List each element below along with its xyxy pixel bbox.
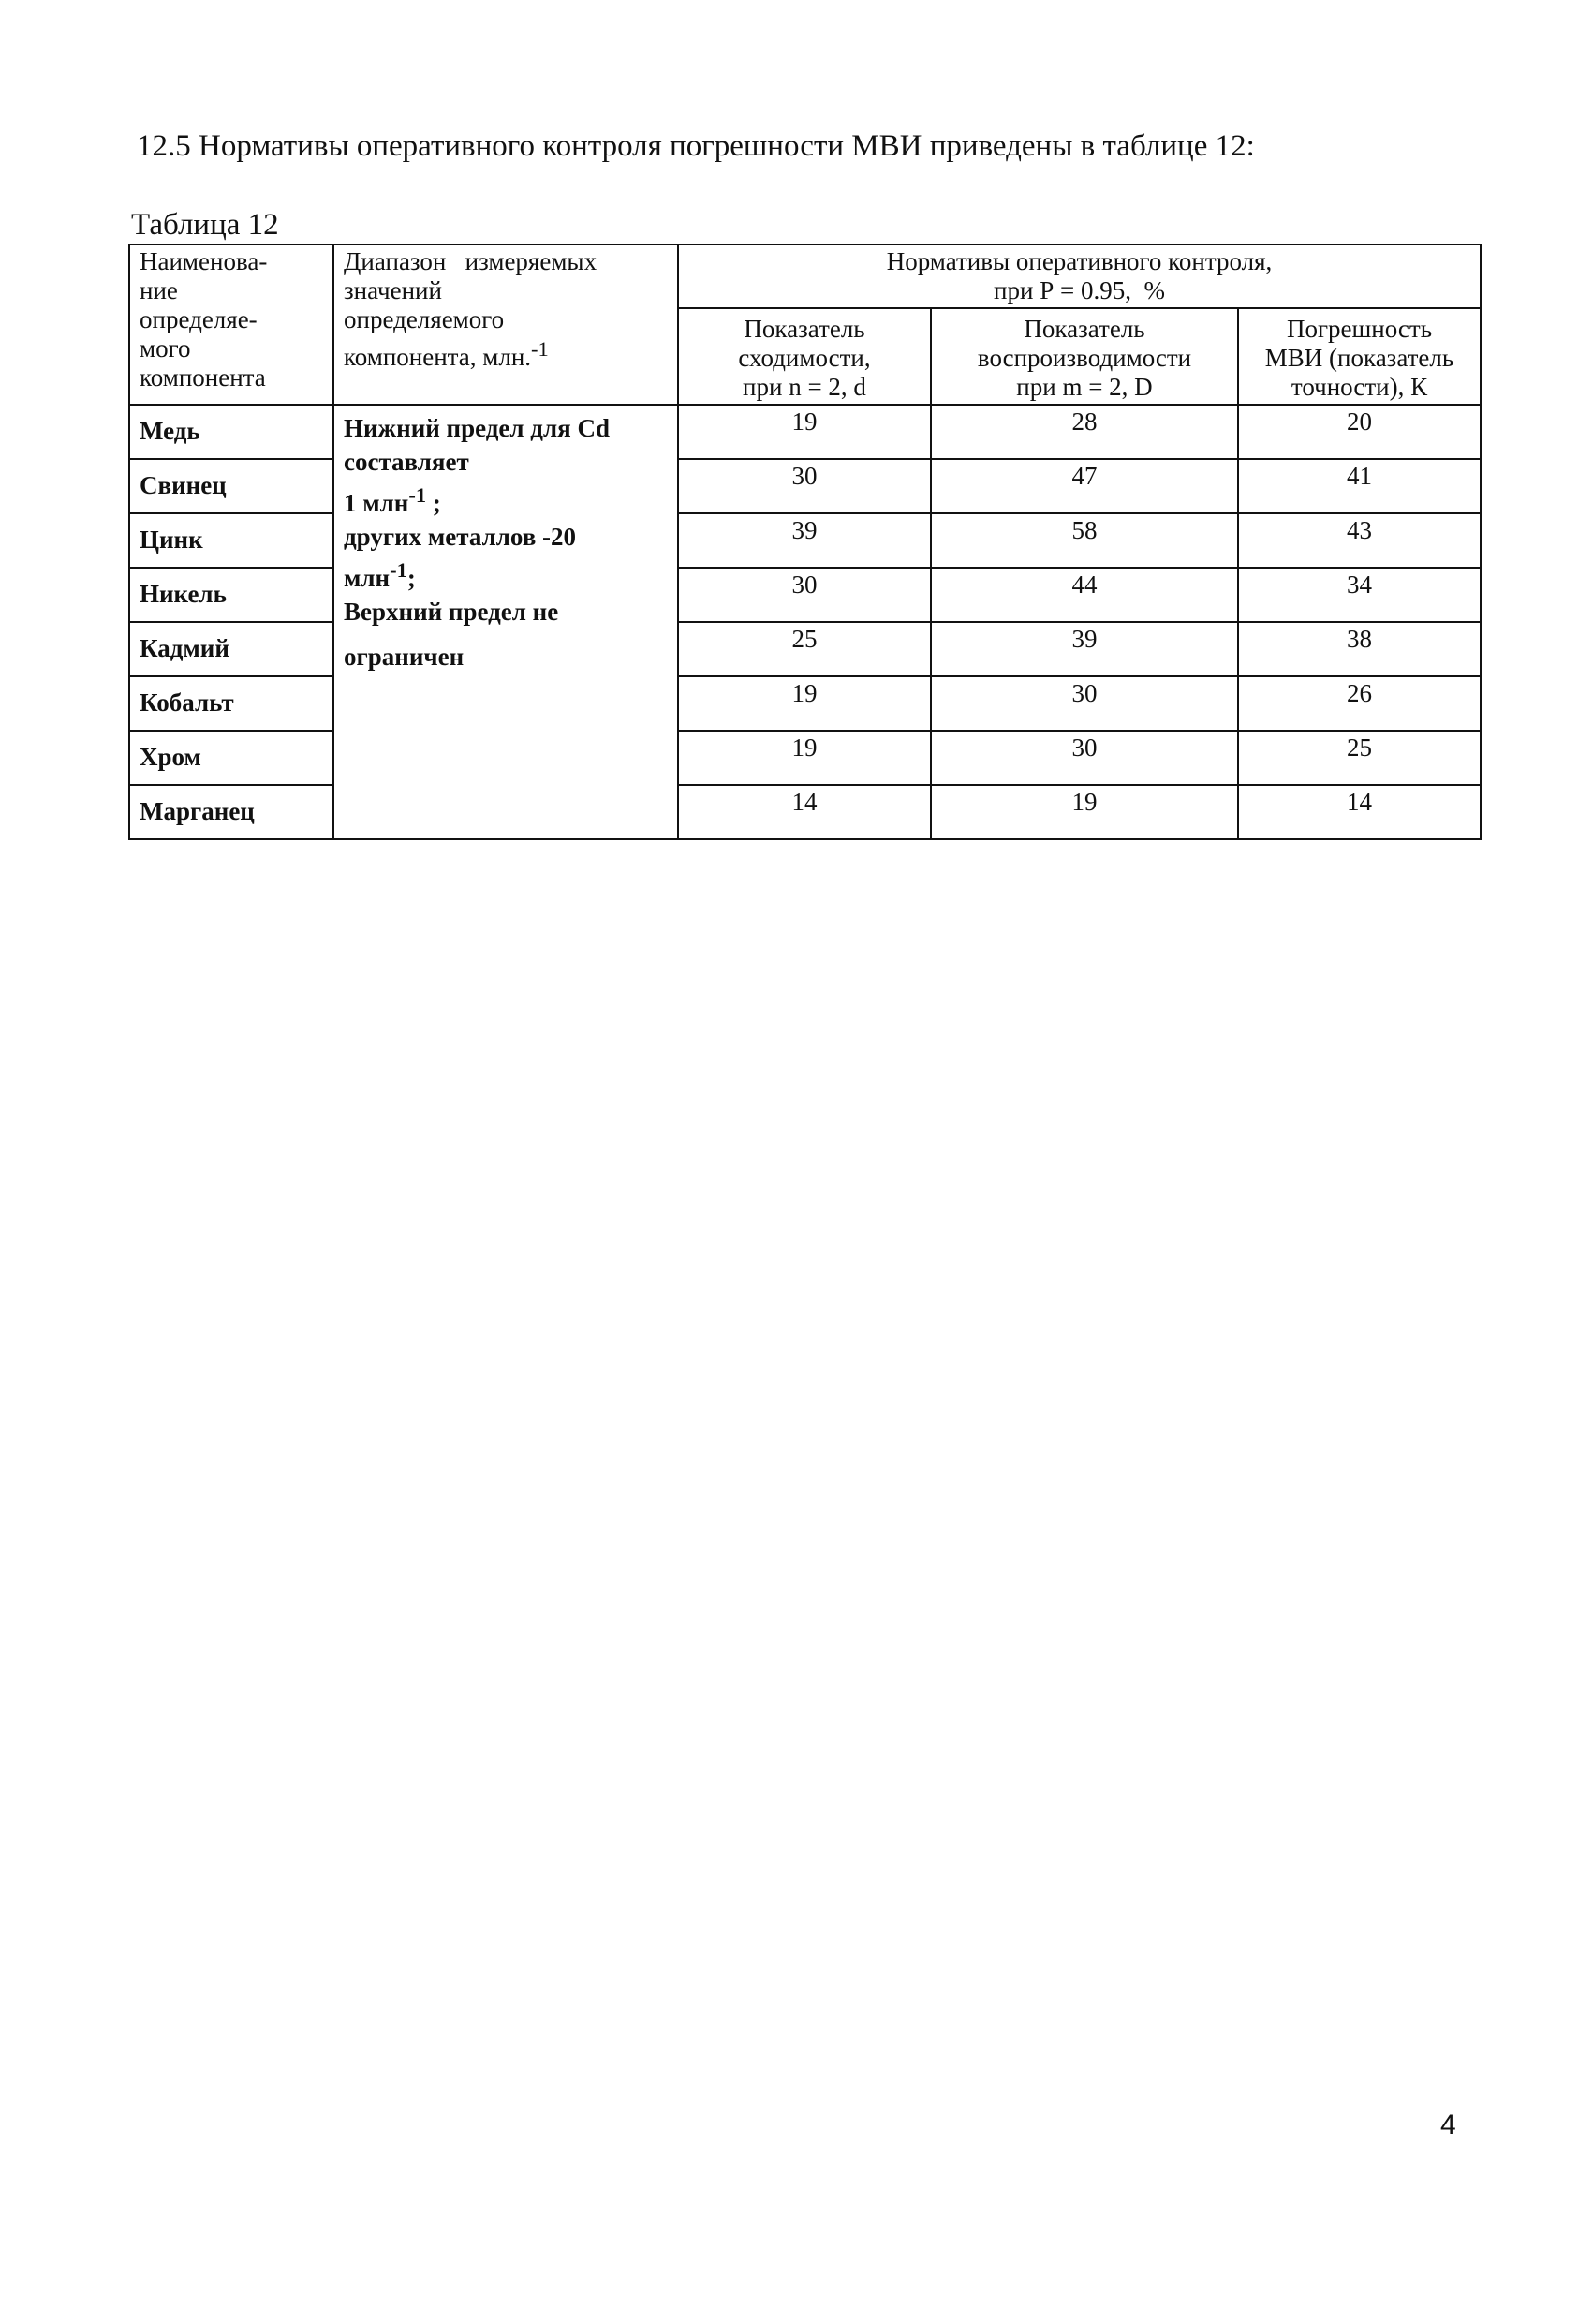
- convergence-value: 19: [678, 405, 931, 459]
- accuracy-value: 20: [1238, 405, 1481, 459]
- header-accuracy: Погрешность МВИ (показатель точности), К: [1238, 308, 1481, 405]
- accuracy-value: 34: [1238, 568, 1481, 622]
- reproducibility-value: 47: [931, 459, 1238, 513]
- accuracy-value: 25: [1238, 731, 1481, 785]
- component-name: Кадмий: [129, 622, 333, 676]
- component-name: Никель: [129, 568, 333, 622]
- header-component-name: Наименова- ние определяе- мого компонента: [129, 244, 333, 405]
- accuracy-value: 43: [1238, 513, 1481, 568]
- component-name: Медь: [129, 405, 333, 459]
- header-convergence: Показатель сходимости, при n = 2, d: [678, 308, 931, 405]
- accuracy-value: 26: [1238, 676, 1481, 731]
- header-control-norms: Нормативы оперативного контроля, при Р = 0.95, %: [678, 244, 1481, 308]
- reproducibility-value: 39: [931, 622, 1238, 676]
- table-row: [129, 405, 1481, 459]
- reproducibility-value: 30: [931, 676, 1238, 731]
- component-name: Цинк: [129, 513, 333, 568]
- table-row: [129, 785, 1481, 839]
- accuracy-value: 14: [1238, 785, 1481, 839]
- norms-table: [128, 244, 1482, 840]
- component-name: Свинец: [129, 459, 333, 513]
- table-row: [129, 676, 1481, 731]
- table-row: [129, 731, 1481, 785]
- convergence-value: 19: [678, 676, 931, 731]
- table-row: [129, 513, 1481, 568]
- component-name: Кобальт: [129, 676, 333, 731]
- convergence-value: 30: [678, 568, 931, 622]
- accuracy-value: 38: [1238, 622, 1481, 676]
- range-description: Нижний предел для Cd составляет 1 млн$^{-1}$ ; других металлов -20 млн$^{-1}$; Верхний предел не ограничен: [333, 405, 678, 839]
- convergence-value: 19: [678, 731, 931, 785]
- table-caption: Таблица 12: [131, 208, 279, 242]
- page-number: 4: [1440, 2109, 1456, 2140]
- reproducibility-value: 28: [931, 405, 1238, 459]
- convergence-value: 25: [678, 622, 931, 676]
- convergence-value: 30: [678, 459, 931, 513]
- reproducibility-value: 44: [931, 568, 1238, 622]
- convergence-value: 39: [678, 513, 931, 568]
- table-row: [129, 459, 1481, 513]
- accuracy-value: 41: [1238, 459, 1481, 513]
- reproducibility-value: 58: [931, 513, 1238, 568]
- component-name: Марганец: [129, 785, 333, 839]
- convergence-value: 14: [678, 785, 931, 839]
- component-name: Хром: [129, 731, 333, 785]
- table-header-row: [129, 244, 1481, 308]
- table-row: [129, 568, 1481, 622]
- table-row: [129, 622, 1481, 676]
- reproducibility-value: 30: [931, 731, 1238, 785]
- header-reproducibility: Показатель воспроизводимости при m = 2, D: [931, 308, 1238, 405]
- intro-paragraph: 12.5 Нормативы оперативного контроля погрешности МВИ приведены в таблице 12:: [137, 129, 1255, 163]
- header-measurement-range: Диапазон измеряемых значений определяемого компонента, млн.$^{-1}$: [333, 244, 678, 405]
- reproducibility-value: 19: [931, 785, 1238, 839]
